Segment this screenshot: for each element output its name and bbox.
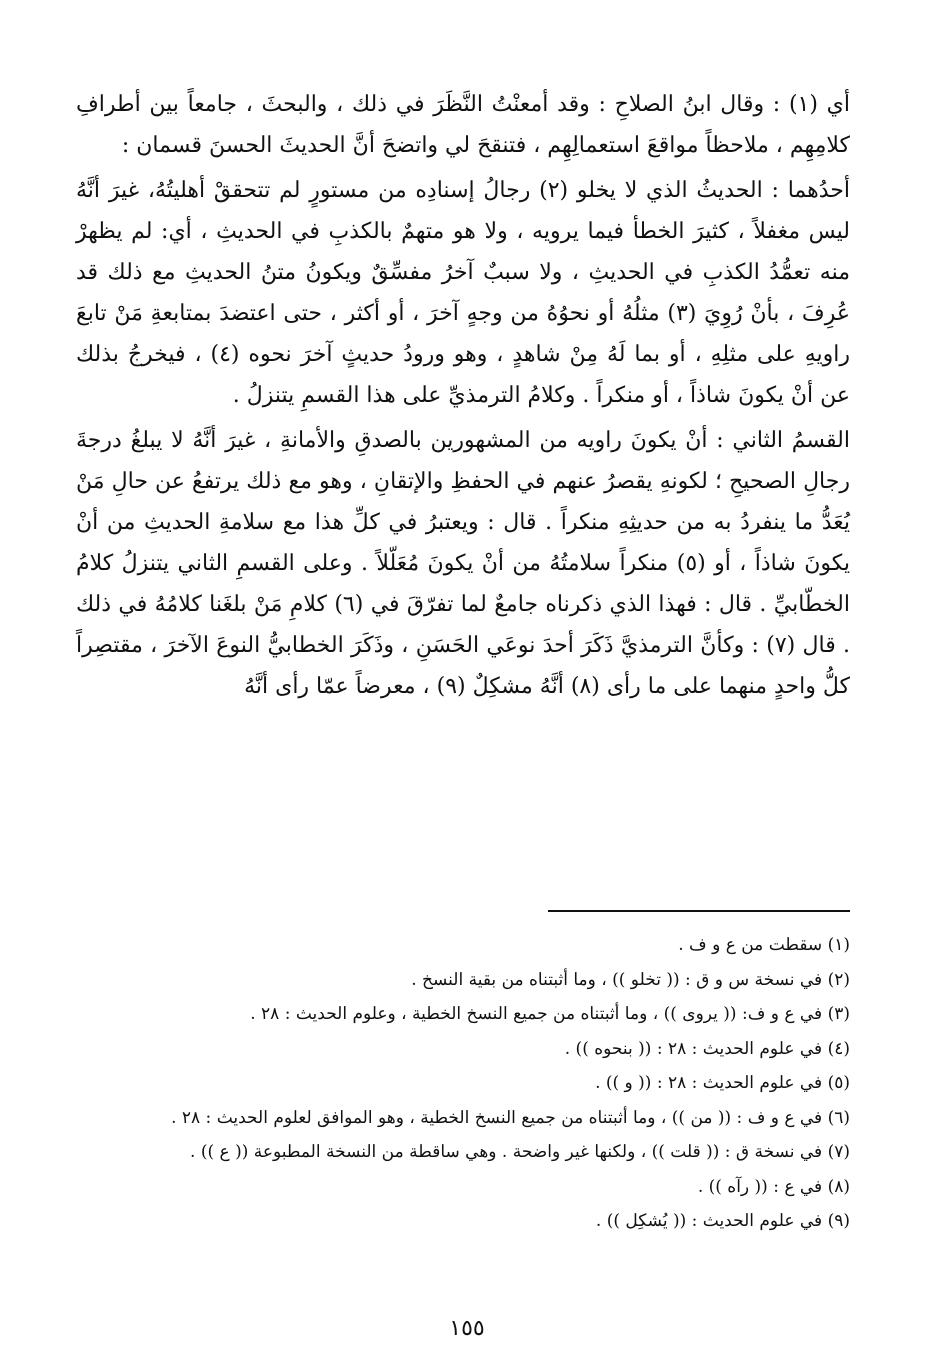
footnotes	[100, 928, 850, 1239]
footnote-5: (٥) في علوم الحديث : ٢٨ : (( و )) .	[595, 1073, 850, 1093]
footnote-9: (٩) في علوم الحديث : (( يُشكِل )) .	[595, 1211, 850, 1231]
paragraph-intro: أي (١) : وقال ابنُ الصلاحِ : وقد أمعنْتُ النَّظَرَ في ذلك ، والبحثَ ، جامعاً بين أطرافِ كلامِهِم ، ملاحظاً مواقعَ استعمالِهِم ، فتنقحَ لي واتضحَ أنَّ الحديثَ الحسنَ قسمان :	[76, 92, 850, 158]
footnote-separator	[548, 910, 850, 912]
footnote-1: (١) سقطت من ع و ف .	[678, 935, 850, 955]
footnote-8: (٨) في ع : (( رآه )) .	[697, 1176, 850, 1197]
footnote-6: (٦) في ع و ف : (( من )) ، وما أثبتناه من جميع النسخ الخطية ، وهو الموافق لعلوم الحديث : ٢٨ .	[171, 1107, 850, 1128]
footnote-4: (٤) في علوم الحديث : ٢٨ : (( بنحوه )) .	[564, 1038, 850, 1059]
footnote-3: (٣) في ع و ف: (( يروى )) ، وما أثبتناه من جميع النسخ الخطية ، وعلوم الحديث : ٢٨ .	[250, 1004, 850, 1024]
main-text	[76, 84, 850, 707]
footnote-7: (٧) في نسخة ق : (( قلت )) ، ولكنها غير واضحة . وهي ساقطة من النسخة المطبوعة (( ع )) .	[190, 1142, 850, 1162]
paragraph-second-section: القسمُ الثاني : أنْ يكونَ راويه من المشهورين بالصدقِ والأمانةِ ، غيرَ أنَّهُ لا يبلغُ درجةَ رجالِ الصحيحِ ؛ لكونهِ يقصرُ عنهم في الحفظِ والإتقانِ ، وهو مع ذلك يرتفعُ عن حالِ مَنْ يُعَدُّ ما ينفردُ به من حديثِهِ منكراً . قال : ويعتبرُ في كلِّ هذا مع سلامةِ الحديثِ من أنْ يكونَ شاذاً ، أو (٥) منكراً سلامتُهُ من أنْ يكونَ مُعَلّلاً . وعلى القسمِ الثاني يتنزلُ كلامُ الخطّابيِّ . قال : فهذا الذي ذكرناه جامعٌ لما تفرّقَ في (٦) كلامِ مَنْ بلغَنا كلامُهُ في ذلك . قال (٧) : وكأنَّ الترمذيَّ ذَكَرَ أحدَ نوعَي الحَسَنِ ، وذَكَرَ الخطابيُّ النوعَ الآخرَ ، مقتصِراً كلُّ واحدٍ منهما على ما رأى (٨) أنَّهُ مشكِلٌ (٩) ، معرضاً عمّا رأى أنَّهُ	[76, 428, 850, 699]
footnote-2: (٢) في نسخة س و ق : (( تخلو )) ، وما أثبتناه من بقية النسخ .	[411, 969, 850, 990]
page-number: ١٥٥	[449, 1316, 485, 1341]
paragraph-first-section: أحدُهما : الحديثُ الذي لا يخلو (٢) رجالُ إسنادِه من مستورٍ لم تتحققْ أهليتُهُ، غيرَ أنَّهُ ليس مغفلاً ، كثيرَ الخطأ فيما يرويه ، ولا هو متهمٌ بالكذبِ في الحديثِ ، أي: لم يظهرْ منه تعمُّدُ الكذبِ في الحديثِ ، ولا سببٌ آخرُ مفسِّقٌ ويكونُ متنُ الحديثِ مع ذلك قد عُرِفَ ، بأنْ رُوِيَ (٣) مثلُهُ أو نحوُهُ من وجهٍ آخرَ ، أو أكثر ، حتى اعتضدَ بمتابعةِ مَنْ تابعَ راويهِ على مثلِهِ ، أو بما لَهُ مِنْ شاهدٍ ، وهو ورودُ حديثٍ آخرَ نحوه (٤) ، فيخرجُ بذلك عن أنْ يكونَ شاذاً ، أو منكراً . وكلامُ الترمذيِّ على هذا القسمِ يتنزلُ .	[76, 178, 850, 408]
